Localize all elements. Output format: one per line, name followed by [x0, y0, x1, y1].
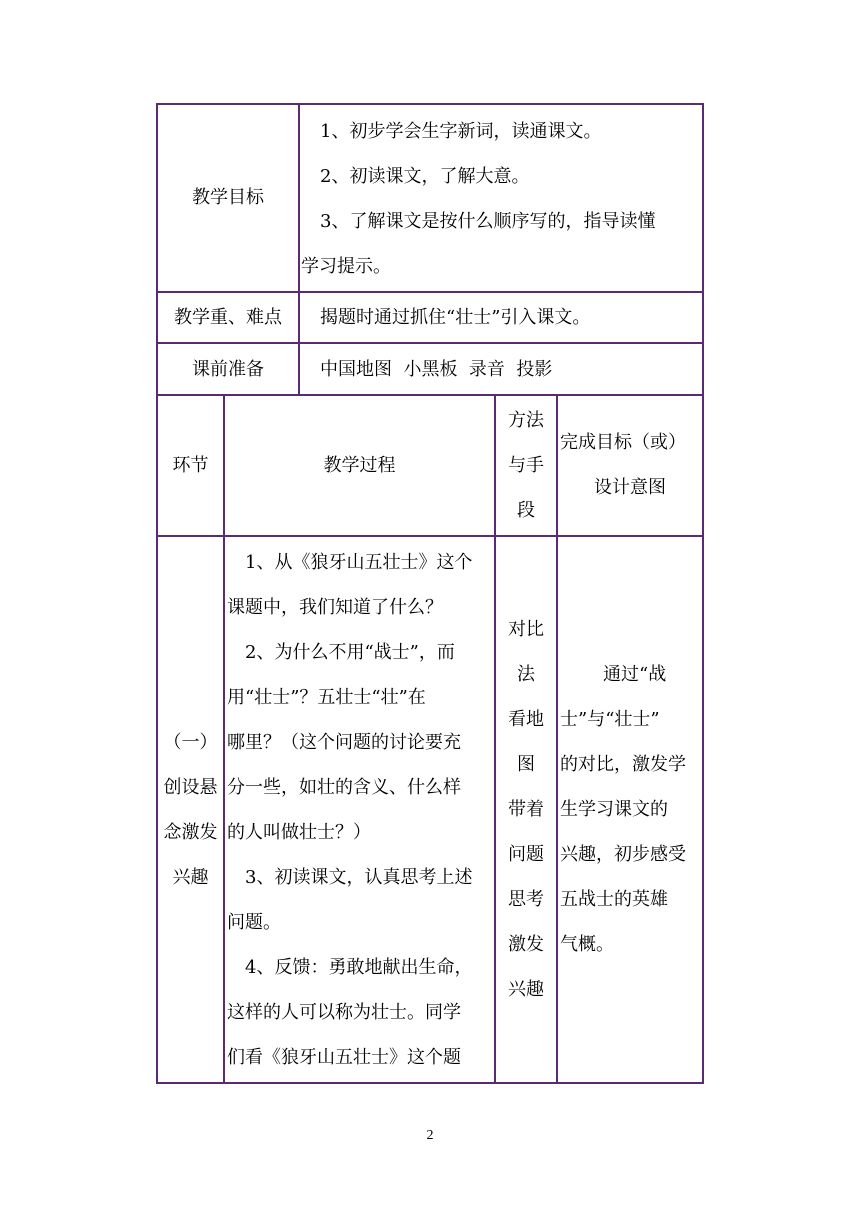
goal-line-1: 通过“战	[603, 664, 667, 685]
process-line-2: 课题中，我们知道了什么？	[227, 597, 443, 618]
head-goal-2: 设计意图	[594, 477, 666, 498]
table-border-left	[156, 103, 158, 1084]
method-line-1: 对比	[508, 619, 544, 640]
method-line-8: 激发	[508, 934, 544, 955]
method-line-4: 图	[517, 754, 535, 775]
process-line-6: 分一些，如壮的含义、什么样	[227, 777, 461, 798]
row-divider-preparation	[156, 394, 704, 396]
head-process: 教学过程	[323, 455, 396, 476]
goal-line-5: 兴趣，初步感受	[560, 844, 686, 865]
preparation-content: 中国地图 小黑板 录音 投影	[320, 359, 553, 380]
process-line-8: 3、初读课文，认真思考上述	[245, 867, 473, 888]
goal-line-6: 五战士的英雄	[560, 889, 668, 910]
row-divider-keypoints	[156, 342, 704, 344]
goal-line-2: 士”与“壮士”	[560, 709, 660, 730]
process-line-9: 问题。	[227, 912, 281, 933]
process-line-3: 2、为什么不用“战士”，而	[245, 642, 455, 663]
goal-line-3: 的对比，激发学	[560, 754, 686, 775]
segment-line-3: 念激发	[163, 822, 218, 843]
process-line-11: 这样的人可以称为壮士。同学	[227, 1002, 461, 1023]
page-number: 2	[426, 1128, 434, 1143]
process-line-5: 哪里？（这个问题的讨论要充	[227, 732, 461, 753]
goals-line-3: 3、了解课文是按什么顺序写的，指导读懂	[320, 211, 656, 232]
goals-label: 教学目标	[192, 187, 264, 208]
goals-line-4: 学习提示。	[301, 256, 391, 277]
goals-line-2: 2、初读课文，了解大意。	[320, 166, 530, 187]
process-line-4: 用“壮士”？五壮士“壮”在	[227, 687, 426, 708]
label-column-divider	[298, 103, 300, 396]
head-method-1: 方法	[508, 410, 544, 431]
method-line-7: 思考	[508, 889, 544, 910]
process-line-7: 的人叫做壮士？）	[227, 822, 371, 843]
table-border-bottom	[156, 1082, 704, 1084]
goal-line-4: 生学习课文的	[560, 799, 668, 820]
head-method-3: 段	[517, 500, 535, 521]
goal-line-7: 气概。	[560, 934, 614, 955]
process-line-10: 4、反馈：勇敢地献出生命，	[245, 957, 473, 978]
head-goal-1: 完成目标（或）	[560, 432, 686, 453]
segment-line-1: （一）	[163, 732, 218, 753]
segment-line-4: 兴趣	[172, 867, 209, 888]
row-divider-goals	[156, 291, 704, 293]
table-border-right	[702, 103, 704, 1084]
process-line-1: 1、从《狼牙山五壮士》这个	[245, 552, 473, 573]
preparation-label: 课前准备	[192, 359, 264, 380]
keypoints-content: 揭题时通过抓住“壮士”引入课文。	[320, 307, 591, 328]
head-segment: 环节	[172, 455, 209, 476]
process-line-12: 们看《狼牙山五壮士》这个题	[227, 1047, 461, 1068]
goals-line-1: 1、初步学会生字新词，读通课文。	[320, 121, 602, 142]
segment-column-divider	[223, 394, 225, 1084]
method-line-6: 问题	[508, 844, 544, 865]
table-border-top	[156, 103, 704, 105]
head-method-2: 与手	[508, 455, 544, 476]
segment-line-2: 创设悬	[163, 777, 218, 798]
method-line-3: 看地	[508, 709, 544, 730]
keypoints-label: 教学重、难点	[174, 307, 282, 328]
row-divider-head	[156, 535, 704, 537]
method-line-2: 法	[517, 664, 535, 685]
method-line-9: 兴趣	[508, 979, 544, 1000]
method-line-5: 带着	[508, 799, 544, 820]
